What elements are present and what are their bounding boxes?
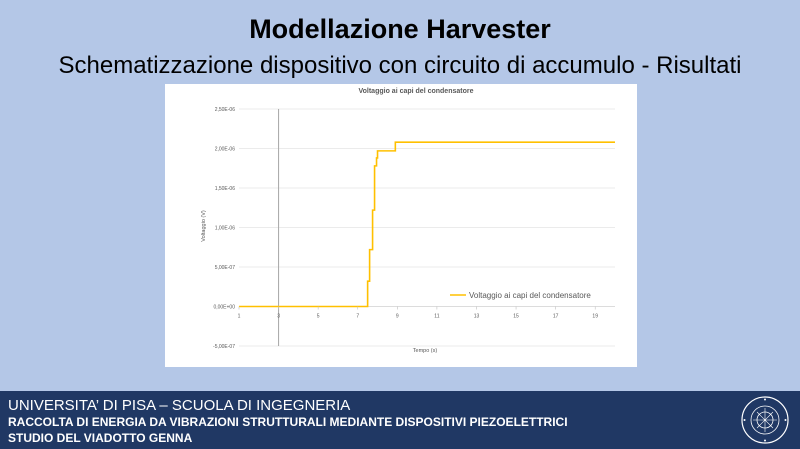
slide-subtitle: Schematizzazione dispositivo con circuito di accumulo - Risultati — [58, 52, 742, 79]
x-tick-label: 5 — [316, 313, 320, 320]
y-tick-label: 0,00E+00 — [213, 304, 235, 311]
x-tick-label: 9 — [395, 313, 399, 320]
footer-thesis-subtitle: STUDIO DEL VIADOTTO GENNA — [8, 431, 193, 445]
x-tick-label: 11 — [434, 313, 440, 320]
legend-label: Voltaggio ai capi del condensatore — [469, 291, 591, 300]
series-line — [239, 142, 615, 306]
x-tick-label: 19 — [592, 313, 598, 320]
x-axis-label: Tempo (s) — [412, 348, 438, 354]
footer-university: UNIVERSITA’ DI PISA – SCUOLA DI INGEGNERIA — [8, 397, 351, 414]
footer-bar — [0, 391, 800, 449]
y-axis-label: Voltaggio (V) — [201, 210, 207, 242]
y-tick-label: 1,50E-06 — [214, 186, 235, 192]
y-tick-label: 2,00E-06 — [214, 146, 235, 153]
y-tick-label: 5,00E-07 — [214, 265, 235, 271]
y-tick-label: -5,00E-07 — [213, 344, 235, 350]
chart-area — [165, 84, 637, 367]
x-tick-label: 17 — [552, 313, 559, 320]
slide-title: Modellazione Harvester — [249, 14, 551, 44]
y-tick-label: 1,00E-06 — [214, 225, 235, 232]
x-tick-label: 7 — [356, 313, 360, 320]
x-tick-label: 3 — [277, 313, 280, 320]
x-tick-label: 15 — [513, 313, 519, 320]
university-seal-logo — [740, 395, 790, 445]
y-tick-label: 2,50E-06 — [214, 107, 235, 113]
x-tick-label: 13 — [473, 313, 480, 320]
x-tick-label: 1 — [237, 313, 241, 320]
footer-thesis-title: RACCOLTA DI ENERGIA DA VIBRAZIONI STRUTTURALI MEDIANTE DISPOSITIVI PIEZOELETTRICI — [8, 415, 568, 429]
chart-title: Voltaggio ai capi del condensatore — [358, 88, 474, 95]
voltage-chart — [165, 84, 637, 367]
legend — [450, 291, 591, 300]
